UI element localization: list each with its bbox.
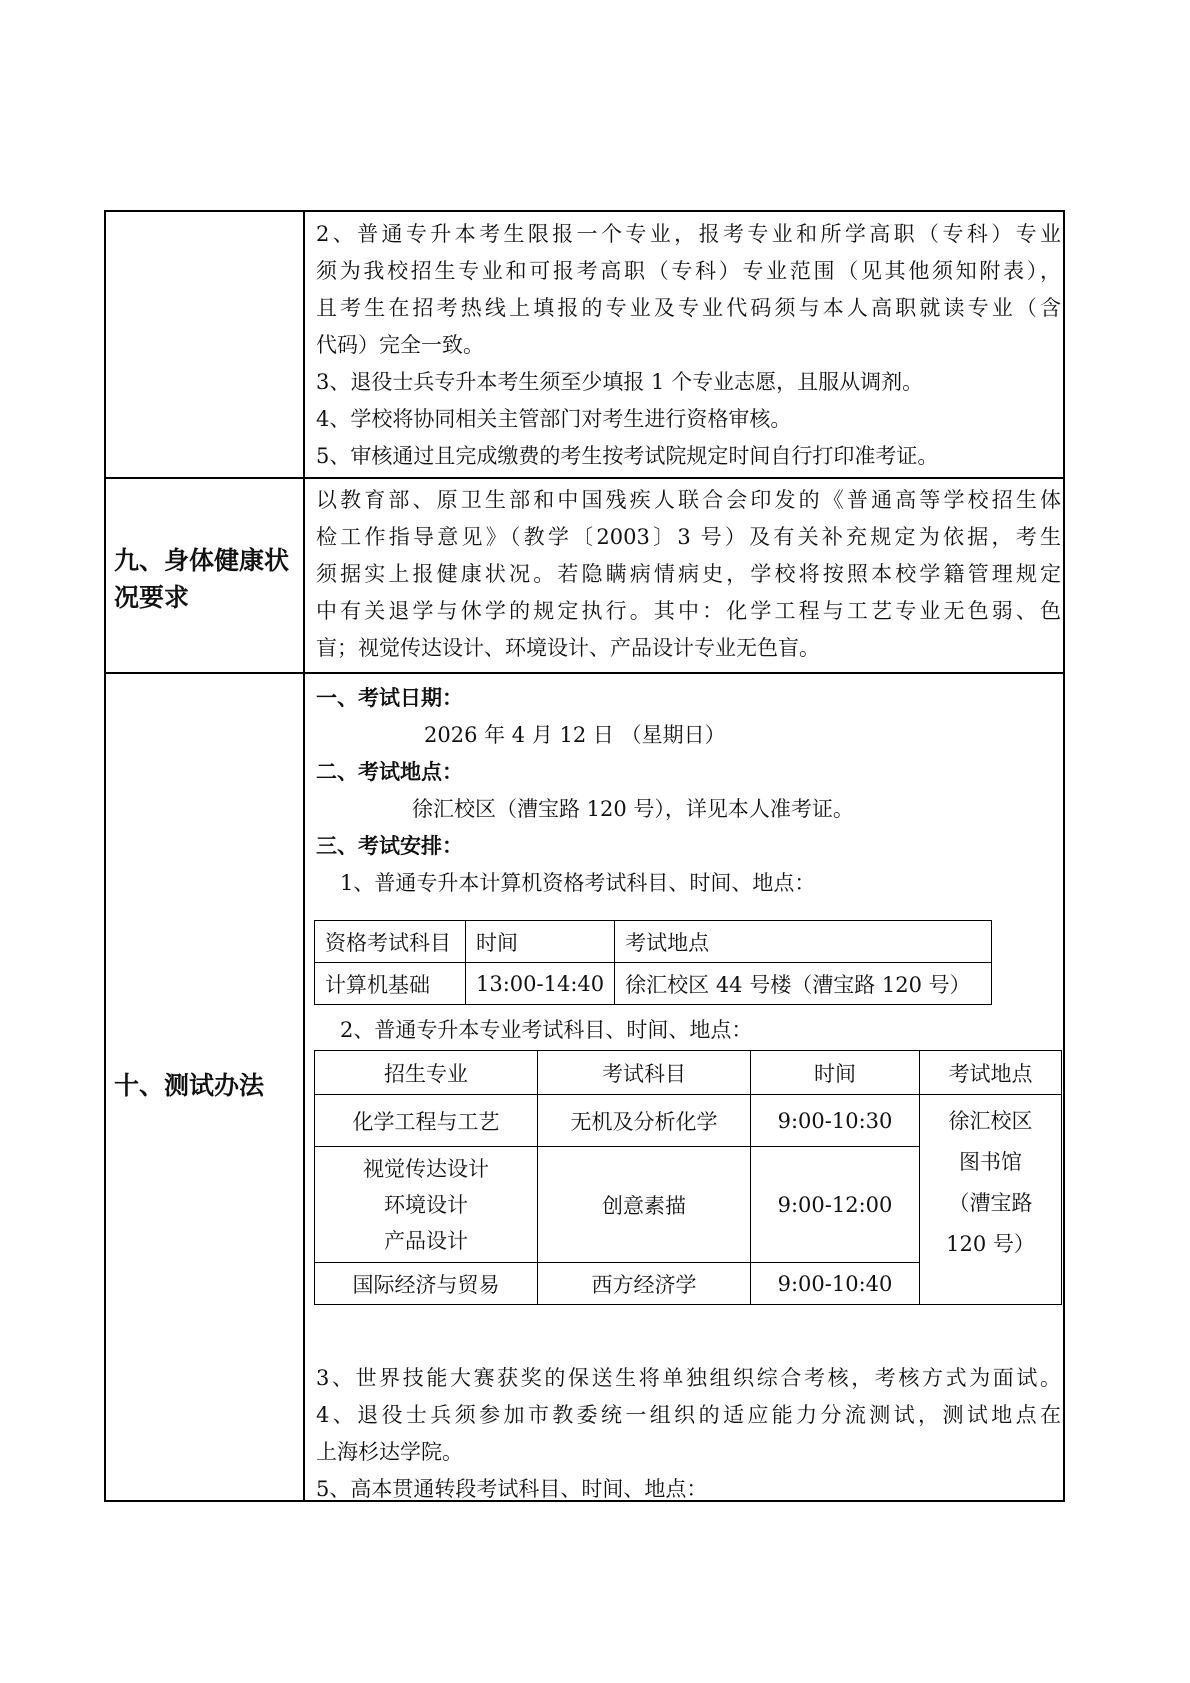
- table-cell: 13:00-14:40: [466, 963, 615, 1005]
- table-cell: 徐汇校区 44 号楼（漕宝路 120 号）: [615, 963, 992, 1005]
- table-header: 考试地点: [615, 921, 992, 963]
- row10-notes: [316, 1360, 1061, 1508]
- exam-location-heading: 二、考试地点：: [316, 760, 463, 784]
- major-exam-subheading: 2、普通专升本专业考试科目、时间、地点：: [340, 1018, 753, 1042]
- row10-label: 十、测试办法: [114, 1071, 265, 1100]
- major-line: 环境设计: [384, 1192, 468, 1217]
- row9-label-line: 九、身体健康状: [114, 546, 290, 575]
- requirements-table: [104, 210, 1065, 1502]
- table-header: 时间: [466, 921, 615, 963]
- table-cell: 9:00-10:40: [751, 1263, 920, 1305]
- row9-label: [114, 542, 299, 616]
- table-header: 资格考试科目: [315, 921, 466, 963]
- location-line: 图书馆: [959, 1150, 1022, 1174]
- row9-content: [316, 482, 1061, 667]
- table-header: 考试科目: [538, 1051, 751, 1095]
- note-line: 5、高本贯通转段考试科目、时间、地点：: [316, 1477, 708, 1501]
- row8-content: [316, 216, 1061, 475]
- note-line: 4、退役士兵须参加市教委统一组织的适应能力分流测试，测试地点在: [316, 1403, 1061, 1427]
- row8-line: 且考生在招考热线上填报的专业及专业代码须与本人高职就读专业（含: [316, 296, 1061, 320]
- table-header: 招生专业: [315, 1051, 538, 1095]
- row8-line: 2、普通专升本考生限报一个专业，报考专业和所学高职（专科）专业: [316, 222, 1061, 246]
- exam-arrangement-heading: 三、考试安排：: [316, 834, 463, 858]
- table-cell: 创意素描: [538, 1147, 751, 1263]
- major-line: 视觉传达设计: [363, 1156, 489, 1181]
- row8-line: 5、审核通过且完成缴费的考生按考试院规定时间自行打印准考证。: [316, 444, 939, 468]
- note-line: 3、世界技能大赛获奖的保送生将单独组织综合考核，考核方式为面试。: [316, 1366, 1061, 1390]
- row8-line: 须为我校招生专业和可报考高职（专科）专业范围（见其他须知附表），: [316, 259, 1061, 283]
- computer-exam-subheading: 1、普通专升本计算机资格考试科目、时间、地点：: [340, 871, 816, 895]
- row9-line: 以教育部、原卫生部和中国残疾人联合会印发的《普通高等学校招生体: [316, 488, 1061, 512]
- exam-location-cell: [920, 1095, 1062, 1305]
- location-line: 徐汇校区: [948, 1109, 1033, 1133]
- table-cell: 化学工程与工艺: [315, 1095, 538, 1147]
- table-cell: 国际经济与贸易: [315, 1263, 538, 1305]
- row8-line: 代码）完全一致。: [316, 333, 484, 357]
- location-line: 120 号）: [946, 1232, 1035, 1256]
- row8-line: 4、学校将协同相关主管部门对考生进行资格审核。: [316, 407, 792, 431]
- note-line: 上海杉达学院。: [316, 1440, 463, 1464]
- exam-date: 2026 年 4 月 12 日 （星期日）: [424, 723, 726, 747]
- row10-subheading-2: [316, 1012, 1061, 1049]
- row9-line: 中有关退学与休学的规定执行。其中：化学工程与工艺专业无色弱、色: [316, 599, 1061, 623]
- row8-line: 3、退役士兵专升本考生须至少填报 1 个专业志愿，且服从调剂。: [316, 370, 924, 394]
- table-cell: [315, 1147, 538, 1263]
- table-cell: 计算机基础: [315, 963, 466, 1005]
- row9-label-line: 况要求: [114, 583, 190, 612]
- table-cell: 9:00-12:00: [751, 1147, 920, 1263]
- location-line: （漕宝路: [948, 1191, 1033, 1215]
- table-cell: 无机及分析化学: [538, 1095, 751, 1147]
- row-divider: [106, 477, 1063, 479]
- major-exam-table: [314, 1050, 1062, 1305]
- row10-content: [316, 680, 1061, 902]
- table-header: 考试地点: [920, 1051, 1062, 1095]
- row9-line: 盲；视觉传达设计、环境设计、产品设计专业无色盲。: [316, 636, 820, 660]
- computer-exam-table: [314, 920, 992, 1005]
- row-divider: [106, 672, 1063, 674]
- table-header: 时间: [751, 1051, 920, 1095]
- exam-location: 徐汇校区（漕宝路 120 号），详见本人准考证。: [412, 797, 854, 821]
- column-divider: [303, 212, 305, 1500]
- exam-date-heading: 一、考试日期：: [316, 686, 463, 710]
- row9-line: 须据实上报健康状况。若隐瞒病情病史，学校将按照本校学籍管理规定: [316, 562, 1061, 586]
- table-cell: 西方经济学: [538, 1263, 751, 1305]
- table-cell: 9:00-10:30: [751, 1095, 920, 1147]
- major-line: 产品设计: [384, 1228, 468, 1253]
- row9-line: 检工作指导意见》（教学〔2003〕3 号）及有关补充规定为依据，考生: [316, 525, 1061, 549]
